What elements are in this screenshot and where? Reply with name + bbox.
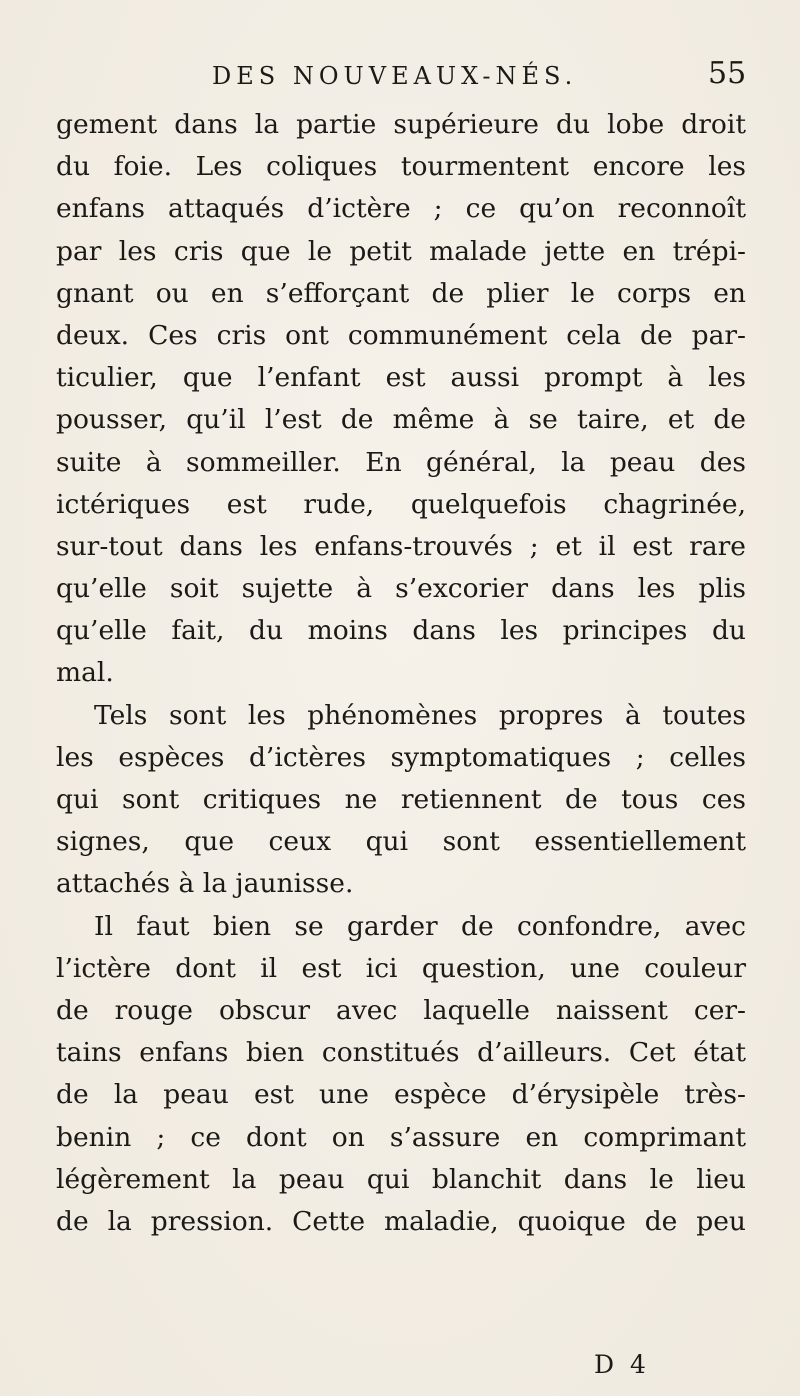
running-head (0, 56, 800, 96)
text-line: de rouge obscur avec laquelle naissent cer- (56, 994, 746, 1026)
text-line: attachés à la jaunisse. (56, 868, 354, 900)
text-line: gement dans la partie supérieure du lobe droit (56, 109, 746, 140)
text-line: mal. (56, 657, 114, 689)
text-line: qu’elle soit sujette à s’excorier dans les plis (56, 573, 746, 605)
text-line: Tels sont les phénomènes propres à toutes (94, 699, 746, 731)
text-line: signes, que ceux qui sont essentiellement (56, 826, 746, 858)
footer (0, 1350, 800, 1390)
text-line: par les cris que le petit malade jette en trépi- (56, 235, 746, 267)
running-title: DES NOUVEAUX-NÉS. (212, 62, 578, 90)
text-line: suite à sommeiller. En général, la peau des (56, 446, 746, 478)
text-line: tains enfans bien constitués d’ailleurs. Cet état (56, 1037, 746, 1069)
text-line: Il faut bien se garder de confondre, avec (94, 910, 746, 942)
text-line: enfans attaqués d’ictère ; ce qu’on reconnoît (56, 193, 746, 225)
text-line: de la peau est une espèce d’érysipèle très- (56, 1079, 746, 1111)
signature-mark: D 4 (594, 1350, 650, 1379)
text-line: du foie. Les coliques tourmentent encore les (56, 151, 746, 183)
text-line: gnant ou en s’efforçant de plier le corps en (56, 277, 746, 309)
text-line: pousser, qu’il l’est de même à se taire, et de (56, 404, 746, 436)
body-text (56, 104, 746, 1243)
text-line: légèrement la peau qui blanchit dans le lieu (56, 1163, 746, 1195)
text-line: benin ; ce dont on s’assure en comprimant (56, 1121, 746, 1153)
text-line: sur-tout dans les enfans-trouvés ; et il est rare (56, 530, 746, 562)
text-line: qu’elle fait, du moins dans les principes du (56, 615, 746, 647)
text-line: deux. Ces cris ont communément cela de par- (56, 319, 746, 351)
text-line: les espèces d’ictères symptomatiques ; celles (56, 741, 746, 773)
text-line: de la pression. Cette maladie, quoique de peu (56, 1205, 746, 1237)
page-number: 55 (708, 56, 747, 91)
text-line: qui sont critiques ne retiennent de tous ces (56, 784, 746, 815)
text-line: l’ictère dont il est ici question, une couleur (56, 952, 746, 984)
text-line: ticulier, que l’enfant est aussi prompt à les (56, 362, 746, 394)
text-line: ictériques est rude, quelquefois chagrinée, (56, 488, 746, 520)
